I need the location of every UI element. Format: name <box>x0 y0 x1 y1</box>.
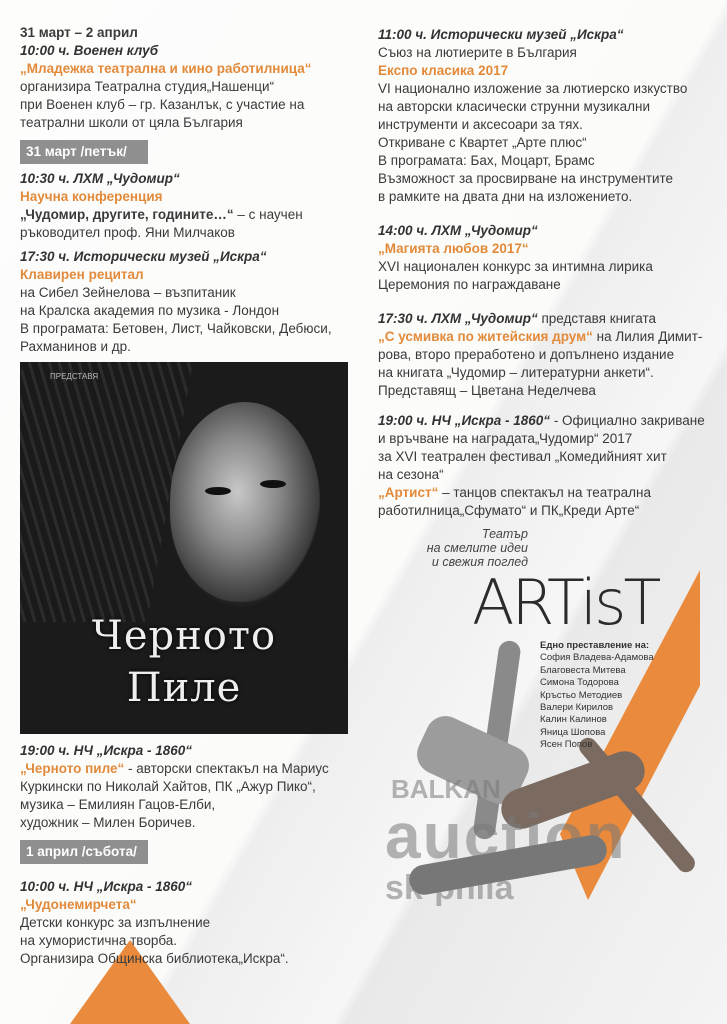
event-text: на сезона“ <box>378 467 444 482</box>
watermark-text: BALKAN <box>391 774 501 804</box>
event-youth-workshop <box>20 24 360 132</box>
event-text: - авторски спектакъл на Мариус <box>124 761 329 776</box>
event-title: „Чудонемирчета“ <box>20 897 137 912</box>
event-title: Клавирен рецитал <box>20 267 144 282</box>
event-text: в рамките на двата дни на изложението. <box>378 189 633 204</box>
event-text: – танцов спектакъл на театрална <box>438 485 652 500</box>
event-text: при Военен клуб – гр. Казанлък, с участие на <box>20 97 305 112</box>
event-time: 14:00 ч. ЛХМ „Чудомир“ <box>378 223 538 238</box>
event-text: на Сибел Зейнелова – възпитаник <box>20 285 236 300</box>
cast-member: Кръстьо Методиев <box>540 689 623 701</box>
event-text: - Официално закриване <box>550 413 705 428</box>
black-bird-poster <box>20 362 348 734</box>
artist-logo: ARTisT <box>472 566 659 639</box>
event-text: Откриване с Квартет „Арте плюс“ <box>378 135 587 150</box>
cast-member: Симона Тодорова <box>540 677 619 689</box>
cast-heading: Едно преставление на: <box>540 640 650 651</box>
event-text: на книгата „Чудомир – литературни анкети“. <box>378 365 654 380</box>
event-text: В програмата: Бах, Моцарт, Брамс <box>378 153 595 168</box>
poster-wing <box>20 362 193 622</box>
event-time: 10:00 ч. Военен клуб <box>20 43 159 58</box>
poster-eye <box>205 487 231 495</box>
event-text: рова, второ преработено и допълнено издание <box>378 347 675 362</box>
event-time: 10:30 ч. ЛХМ „Чудомир“ <box>20 171 180 186</box>
tagline-line: Театър <box>481 527 528 541</box>
event-time: 11:00 ч. Исторически музей „Искра“ <box>378 27 624 42</box>
cast-list <box>540 640 654 752</box>
cast-member: Ясен Попов <box>540 739 593 751</box>
day-badge: 1 април /събота/ <box>20 840 148 864</box>
cast-member: Яница Шопова <box>540 726 606 738</box>
event-text: Представящ – Цветана Неделчева <box>378 383 596 398</box>
event-closing <box>378 412 723 520</box>
event-text: организира Театрална студия„Нашенци“ <box>20 79 275 94</box>
tagline-line: и свежия поглед <box>431 555 528 569</box>
watermark-text: auction <box>385 800 627 872</box>
poster-presents: ПРЕДСТАВЯ <box>50 372 99 381</box>
event-time: 19:00 ч. НЧ „Искра - 1860“ <box>378 413 551 428</box>
event-text: Организира Общинска библиотека„Искра“. <box>20 951 289 966</box>
event-piano-recital <box>20 248 360 356</box>
event-text: Рахманинов и др. <box>20 339 131 354</box>
event-text: ръководител проф. Яни Милчаков <box>20 225 235 240</box>
event-expo-classic <box>378 26 723 206</box>
cast-member: София Владева-Адамова <box>540 652 654 664</box>
day-badge: 31 март /петък/ <box>20 140 148 164</box>
cast-member: Калин Калинов <box>540 714 607 726</box>
event-title: Експо класика 2017 <box>378 63 509 78</box>
event-title: Научна конференция <box>20 189 163 204</box>
event-text: на Лилия Димит- <box>592 329 703 344</box>
event-text: Възможност за просвирване на инструментите <box>378 171 674 186</box>
event-title: „Младежка театрална и кино работилница“ <box>20 61 312 76</box>
event-text: на Кралска академия по музика - Лондон <box>20 303 280 318</box>
event-text: и връчване на наградата„Чудомир“ 2017 <box>378 431 633 446</box>
event-text: инструменти и аксесоари за тях. <box>378 117 583 132</box>
event-time: 17:30 ч. Исторически музей „Искра“ <box>20 249 267 264</box>
event-text: – с научен <box>233 207 303 222</box>
poster-title: Пиле <box>126 665 242 711</box>
event-text: за XVI театрален фестивал „Комедийният хит <box>378 449 667 464</box>
poster-face <box>170 402 320 602</box>
event-text: Детски конкурс за изпълнение <box>20 915 211 930</box>
event-text: на авторски класически струнни музикални <box>378 99 651 114</box>
event-black-bird <box>20 742 360 832</box>
event-conference <box>20 170 360 242</box>
event-text: В програмата: Бетовен, Лист, Чайковски, Дебюси, <box>20 321 332 336</box>
event-text: музика – Емилиян Гацов-Елби, <box>20 797 216 812</box>
event-text: Церемония по награждаване <box>378 277 561 292</box>
event-text: театрални школи от цяла България <box>20 115 243 130</box>
event-text: XVI национален конкурс за интимна лирика <box>378 259 653 274</box>
event-quote: „Чудомир, другите, годините…“ <box>20 207 234 222</box>
event-title: „Магията любов 2017“ <box>378 241 529 256</box>
event-title: „С усмивка по житейския друм“ <box>378 329 593 344</box>
event-text: VI национално изложение за лютиерско изкуство <box>378 81 688 96</box>
event-text: работилница„Сфумато“ и ПК„Креди Арте“ <box>378 503 640 518</box>
event-title: „Артист“ <box>378 485 439 500</box>
event-time: 19:00 ч. НЧ „Искра - 1860“ <box>20 743 193 758</box>
event-children-contest <box>20 878 360 968</box>
event-text: Куркински по Николай Хайтов, ПК „Ажур Пико“, <box>20 779 316 794</box>
cast-member: Благовеста Митева <box>540 664 626 676</box>
artist-tagline <box>427 527 528 569</box>
date-range: 31 март – 2 април <box>20 25 138 40</box>
event-time: 17:30 ч. ЛХМ „Чудомир“ <box>378 311 538 326</box>
poster-eye <box>260 480 286 488</box>
tagline-line: на смелите идеи <box>426 541 528 555</box>
event-text: художник – Милен Боричев. <box>20 815 196 830</box>
event-text: на хумористична творба. <box>20 933 178 948</box>
event-time: 10:00 ч. НЧ „Искра - 1860“ <box>20 879 193 894</box>
event-text: Съюз на лютиерите в България <box>378 45 577 60</box>
event-text: представя книгата <box>537 311 657 326</box>
poster-title: Черното <box>91 613 277 659</box>
event-magic-love <box>378 222 723 294</box>
watermark-text: sk-phila <box>385 869 514 907</box>
cast-member: Валери Кирилов <box>540 702 614 714</box>
event-title: „Черното пиле“ <box>20 761 125 776</box>
event-book-presentation <box>378 310 723 400</box>
